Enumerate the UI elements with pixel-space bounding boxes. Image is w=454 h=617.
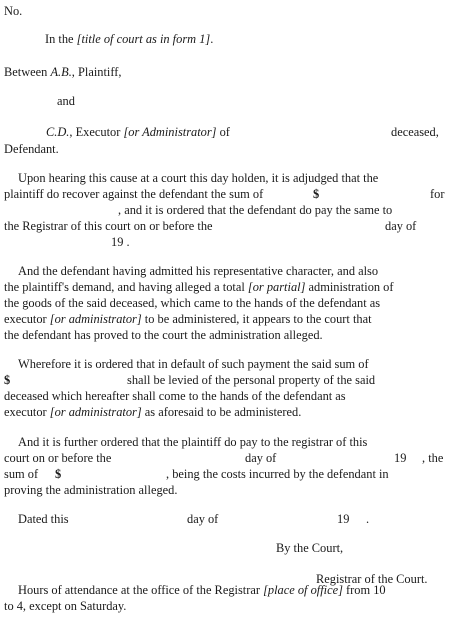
- hours-l1a: Hours of attendance at the office of the Registrar: [18, 583, 264, 597]
- defendant-name: C.D.: [46, 125, 70, 139]
- hours-line1: [18, 582, 386, 598]
- para2-line2: [4, 279, 394, 295]
- para3-line1: Wherefore it is ordered that in default of such payment the said sum of: [18, 357, 369, 371]
- dated-this: Dated this: [18, 512, 69, 526]
- dated-period: .: [366, 512, 370, 526]
- para1-dollar: $: [313, 187, 320, 201]
- dated-dayof: day of: [187, 512, 219, 526]
- para4-line2: court on or before the: [4, 451, 112, 465]
- court-line-note: [title of court as in form 1]: [76, 32, 211, 46]
- defendant-alt: [or Administrator]: [123, 125, 217, 139]
- para1-dayof: day of: [385, 219, 417, 233]
- para4-line3: , being the costs incurred by the defendant in: [166, 467, 389, 481]
- between-prefix: Between: [4, 65, 51, 79]
- plaintiff-role: , Plaintiff,: [71, 65, 122, 79]
- para2-line4: [4, 311, 372, 327]
- para3-line2: shall be levied of the personal property of the said: [127, 373, 376, 387]
- para1-line2: plaintiff do recover against the defendant the sum of: [4, 187, 264, 201]
- registrar-signature: Registrar of the Court.: [316, 572, 428, 586]
- para2-line1: And the defendant having admitted his representative character, and also: [18, 264, 379, 278]
- para3-l4b: [or administrator]: [49, 405, 142, 419]
- hours-line2: to 4, except on Saturday.: [4, 599, 127, 613]
- para3-line3: deceased which hereafter shall come to the hands of the defendant as: [4, 389, 346, 403]
- and-word: and: [57, 94, 75, 108]
- para2-line3: the goods of the said deceased, which came to the hands of the defendant as: [4, 296, 381, 310]
- defendant-title: Defendant.: [4, 142, 59, 156]
- para4-year: 19: [394, 451, 407, 465]
- para4-dayof: day of: [245, 451, 277, 465]
- defendant-role: , Executor: [69, 125, 124, 139]
- para2-line5: the defendant has proved to the court the administration alleged.: [4, 328, 323, 342]
- para3-l4c: as aforesaid to be administered.: [141, 405, 302, 419]
- para2-l4a: executor: [4, 312, 50, 326]
- para1-line1: [18, 170, 448, 186]
- plaintiff-name: A.B.: [50, 65, 72, 79]
- para1-year: 19 .: [111, 235, 130, 249]
- para2-l4c: to be administered, it appears to the court that: [141, 312, 372, 326]
- para3-l4a: executor: [4, 405, 50, 419]
- para3-line4: [4, 404, 301, 420]
- para4-sumof: sum of: [4, 467, 39, 481]
- by-the-court: By the Court,: [276, 541, 344, 555]
- para4-line4: proving the administration alleged.: [4, 483, 178, 497]
- para1-line3: , and it is ordered that the defendant do pay the same to: [118, 203, 393, 217]
- para2-l4b: [or administrator]: [49, 312, 142, 326]
- para2-l2b: [or partial]: [247, 280, 306, 294]
- para2-l2a: the plaintiff's demand, and having alleged a total: [4, 280, 248, 294]
- defendant-of: of: [216, 125, 230, 139]
- para1-l1: Upon hearing this cause at a court this day holden, it is adjudged that the: [18, 171, 379, 185]
- para4-dollar: $: [55, 467, 62, 481]
- court-line-prefix: In the: [45, 32, 77, 46]
- deceased-word: deceased,: [391, 125, 439, 139]
- dated-year: 19: [337, 512, 350, 526]
- para2-l2c: administration of: [305, 280, 394, 294]
- form-number: No.: [4, 4, 23, 18]
- hours-l1c: from 10: [342, 583, 386, 597]
- hours-l1b: [place of office]: [263, 583, 343, 597]
- para1-for: for: [430, 187, 445, 201]
- court-line-suffix: .: [210, 32, 214, 46]
- para4-line1: And it is further ordered that the plaintiff do pay to the registrar of this: [18, 435, 368, 449]
- para4-the: , the: [422, 451, 444, 465]
- para1-line4: the Registrar of this court on or before the: [4, 219, 213, 233]
- between-line: [4, 64, 121, 80]
- court-title-line: [45, 31, 213, 47]
- para3-dollar: $: [4, 373, 11, 387]
- defendant-line: [46, 124, 230, 140]
